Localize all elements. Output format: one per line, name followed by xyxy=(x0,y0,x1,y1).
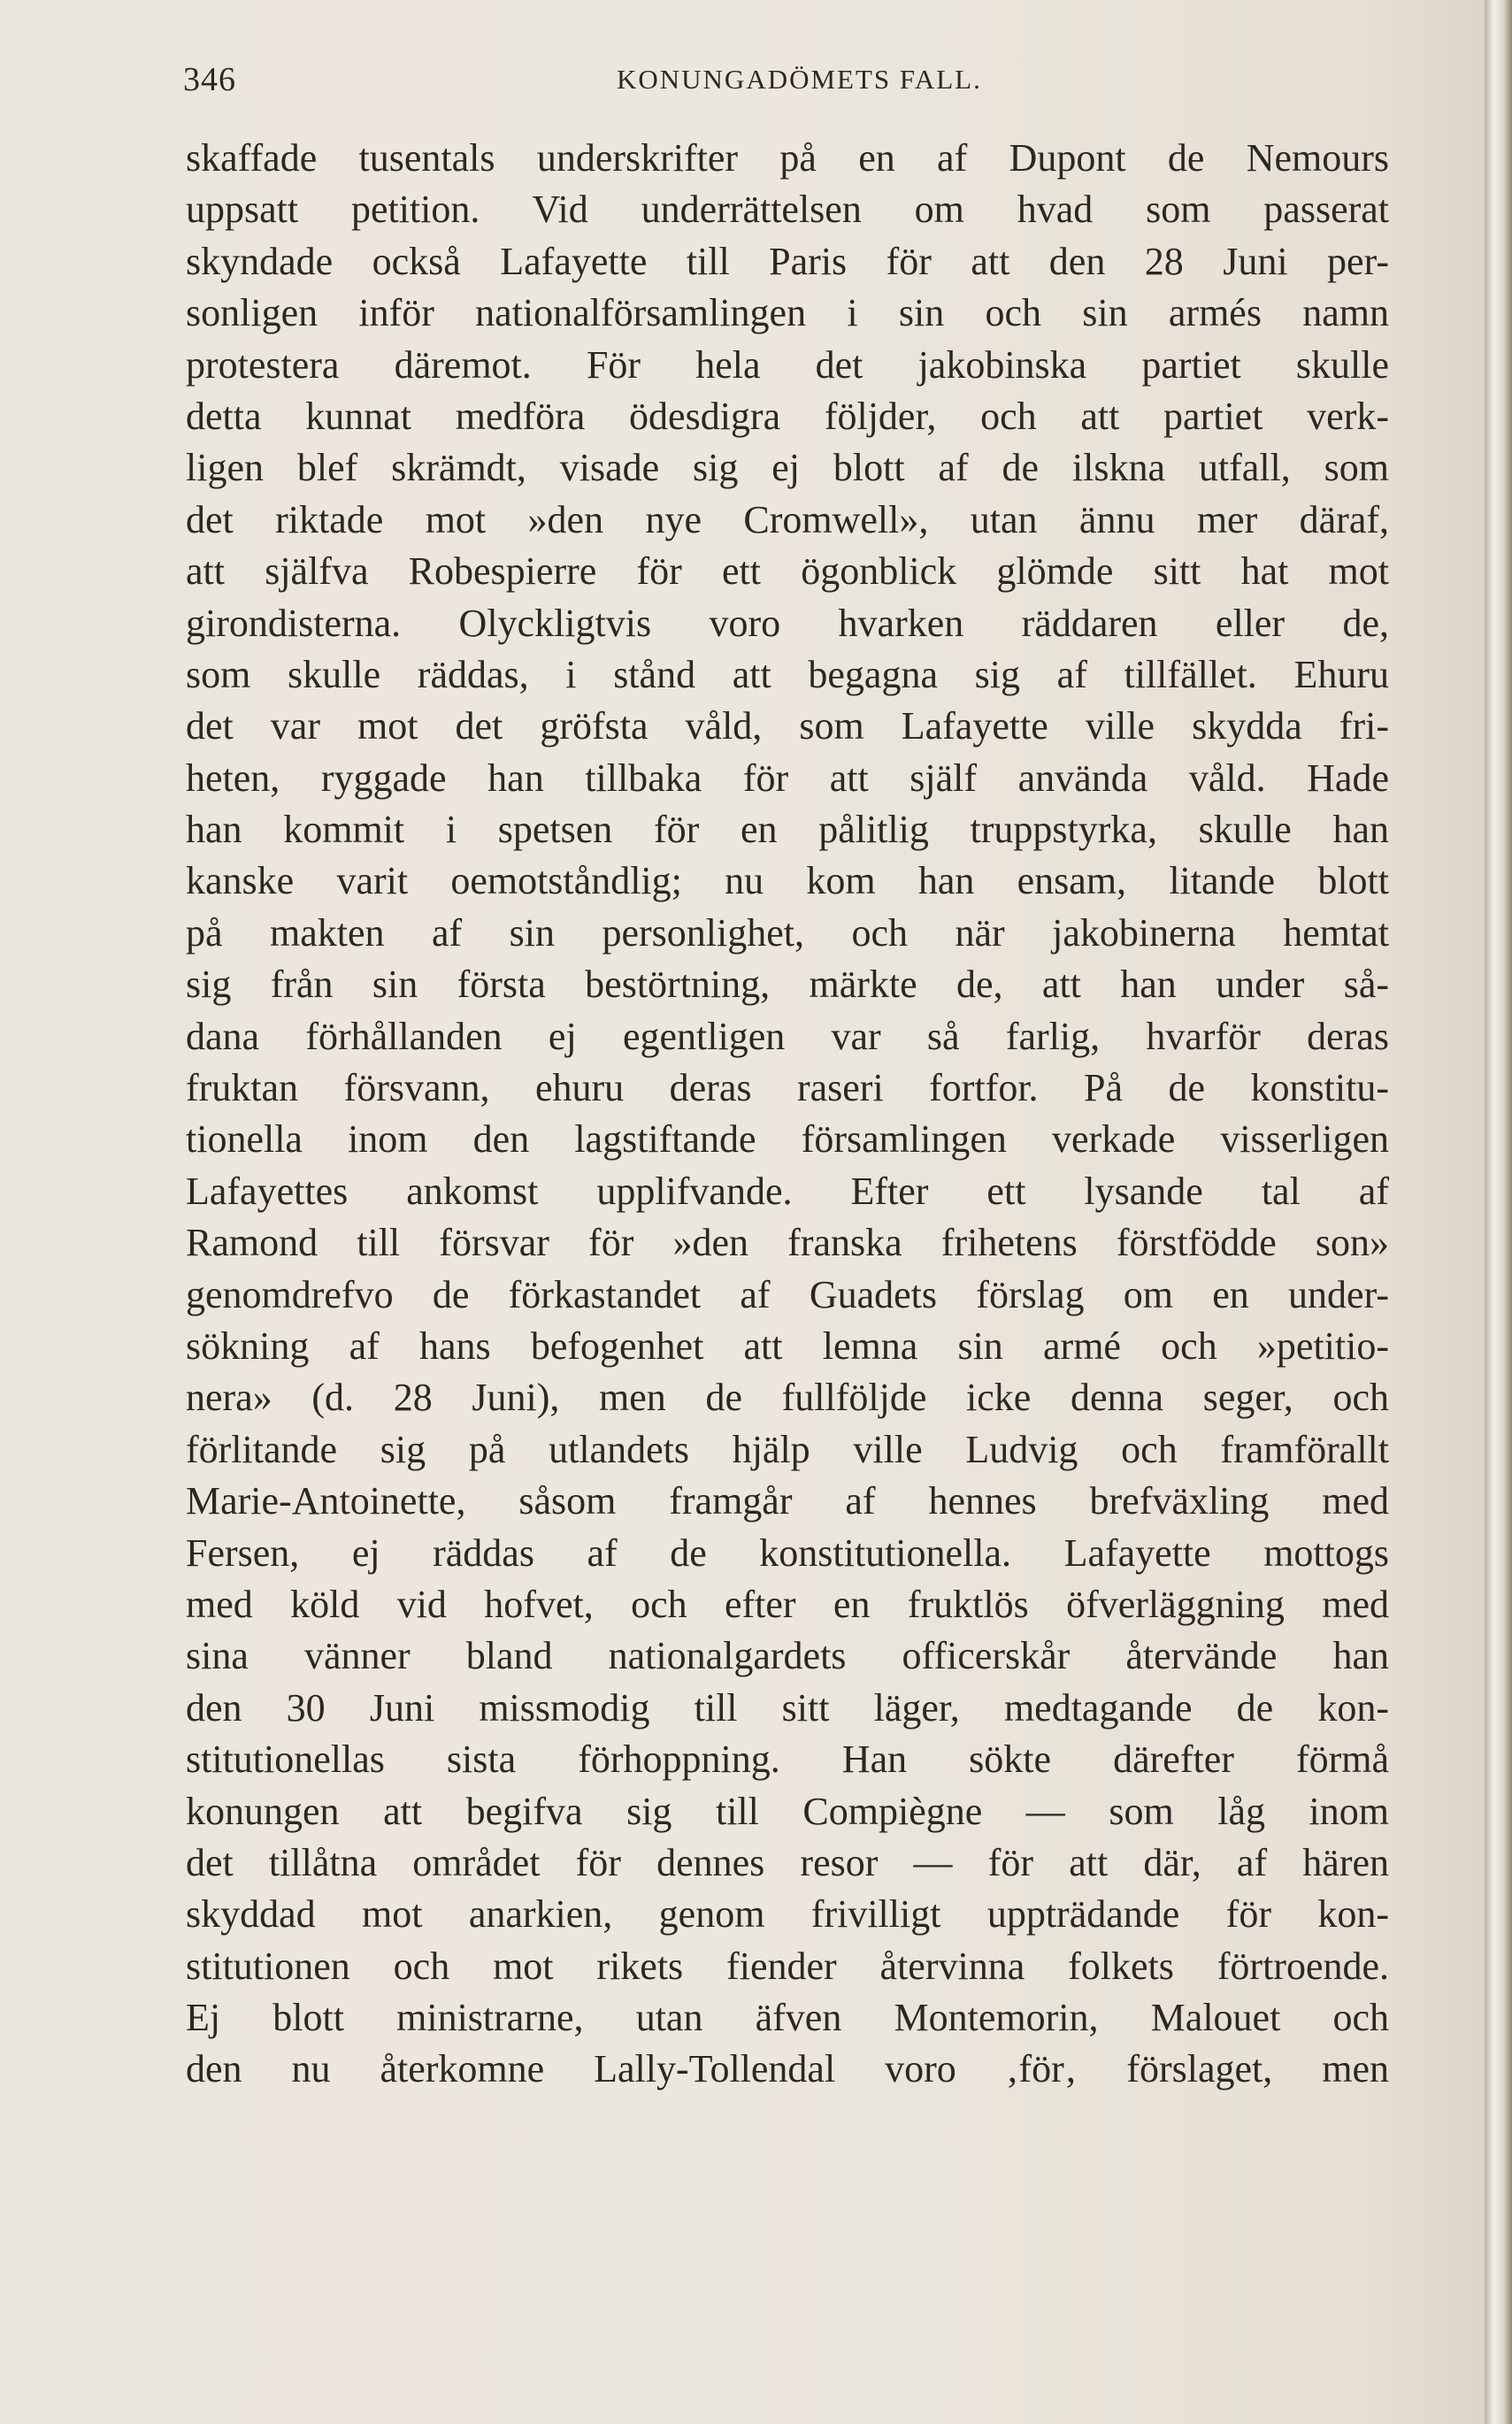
text-line: fruktan försvann, ehuru deras raseri fortfor. På de konstitu- xyxy=(186,1066,1389,1110)
text-line: nera» (d. 28 Juni), men de fullföljde icke denna seger, och xyxy=(186,1376,1389,1420)
text-line: detta kunnat medföra ödesdigra följder, och att partiet verk- xyxy=(186,394,1389,438)
text-line: uppsatt petition. Vid underrättelsen om hvad som passerat xyxy=(186,188,1389,232)
page-number: 346 xyxy=(183,61,236,98)
text-line: girondisterna. Olyckligtvis voro hvarken räddaren eller de, xyxy=(186,601,1389,645)
body-text xyxy=(186,133,1389,2096)
text-line: med köld vid hofvet, och efter en fruktlös öfverläggning med xyxy=(186,1582,1389,1626)
text-line: det tillåtna området för dennes resor — för att där, af hären xyxy=(186,1840,1389,1884)
text-line: sökning af hans befogenhet att lemna sin armé och »petitio- xyxy=(186,1323,1389,1368)
text-line: Fersen, ej räddas af de konstitutionella. Lafayette mottogs xyxy=(186,1530,1389,1575)
text-line: stitutionellas sista förhoppning. Han sökte därefter förmå xyxy=(186,1737,1389,1782)
text-line: sina vänner bland nationalgardets officerskår återvände han xyxy=(186,1634,1389,1678)
text-line: Ej blott ministrarne, utan äfven Montemorin, Malouet och xyxy=(186,1996,1389,2040)
text-line: tionella inom den lagstiftande församlingen verkade visserligen xyxy=(186,1117,1389,1162)
text-line: det var mot det gröfsta våld, som Lafayette ville skydda fri- xyxy=(186,704,1389,748)
text-line: dana förhållanden ej egentligen var så farlig, hvarför deras xyxy=(186,1014,1389,1058)
text-line: det riktade mot »den nye Cromwell», utan ännu mer däraf, xyxy=(186,497,1389,541)
text-line: stitutionen och mot rikets fiender återvinna folkets förtroende. xyxy=(186,1944,1389,1988)
running-head xyxy=(183,60,1386,113)
text-line: den 30 Juni missmodig till sitt läger, medtagande de kon- xyxy=(186,1685,1389,1730)
text-line: förlitande sig på utlandets hjälp ville Ludvig och framförallt xyxy=(186,1427,1389,1471)
running-title: KONUNGADÖMETS FALL. xyxy=(617,64,982,95)
text-line: protestera däremot. För hela det jakobinska partiet skulle xyxy=(186,342,1389,387)
text-line: konungen att begifva sig till Compiègne — som låg inom xyxy=(186,1789,1389,1833)
text-line: ligen blef skrämdt, visade sig ej blott af de ilskna utfall, som xyxy=(186,446,1389,490)
text-line: sig från sin första bestörtning, märkte de, att han under så- xyxy=(186,963,1389,1007)
text-line: på makten af sin personlighet, och när jakobinerna hemtat xyxy=(186,910,1389,955)
text-line: sonligen inför nationalförsamlingen i sin och sin armés namn xyxy=(186,291,1389,335)
text-line: Ramond till försvar för »den franska frihetens förstfödde son» xyxy=(186,1221,1389,1265)
text-line: han kommit i spetsen för en pålitlig truppstyrka, skulle han xyxy=(186,808,1389,852)
text-line: kanske varit oemotståndlig; nu kom han ensam, litande blott xyxy=(186,859,1389,903)
text-line: att själfva Robespierre för ett ögonblick glömde sitt hat mot xyxy=(186,549,1389,594)
text-line: skyndade också Lafayette till Paris för att den 28 Juni per- xyxy=(186,239,1389,283)
page-edge xyxy=(1485,0,1512,2424)
text-line: Lafayettes ankomst upplifvande. Efter ett lysande tal af xyxy=(186,1169,1389,1213)
text-line: skaffade tusentals underskrifter på en af Dupont de Nemours xyxy=(186,136,1389,180)
text-line: Marie-Antoinette, såsom framgår af hennes brefväxling med xyxy=(186,1479,1389,1523)
text-line: som skulle räddas, i stånd att begagna sig af tillfället. Ehuru xyxy=(186,652,1389,696)
text-line: skyddad mot anarkien, genom frivilligt uppträdande för kon- xyxy=(186,1892,1389,1937)
text-line: den nu återkomne Lally-Tollendal voro ‚för‚ förslaget, men xyxy=(186,2047,1389,2091)
text-line: heten, ryggade han tillbaka för att själf använda våld. Hade xyxy=(186,756,1389,800)
text-line: genomdrefvo de förkastandet af Guadets förslag om en under- xyxy=(186,1272,1389,1316)
